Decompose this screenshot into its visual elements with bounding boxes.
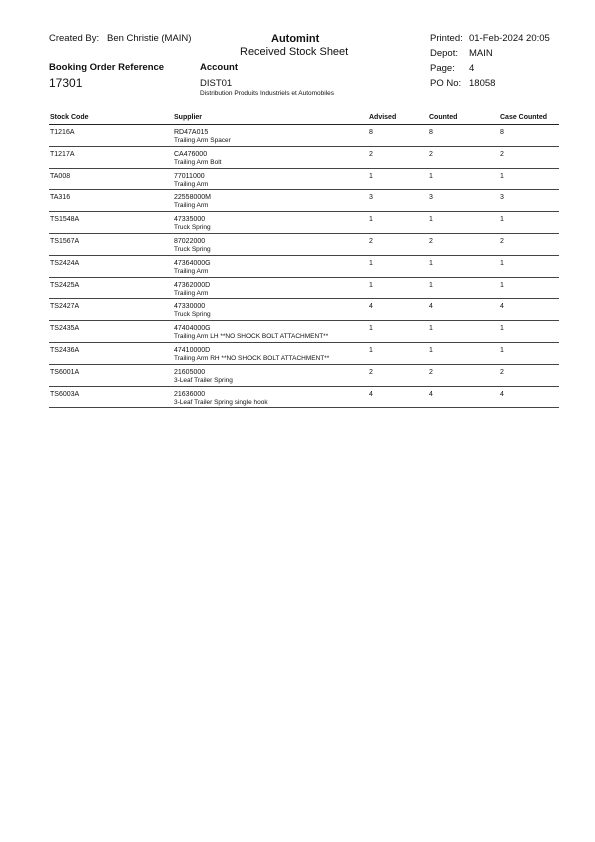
account-label: Account xyxy=(200,62,238,73)
counted-cell: 8 xyxy=(429,129,433,136)
item-description: Truck Spring xyxy=(174,224,211,232)
supplier-code-cell: 47362000D xyxy=(174,281,211,289)
advised-cell: 4 xyxy=(369,303,373,311)
table-header xyxy=(49,114,559,125)
counted-cell: 1 xyxy=(429,216,433,224)
table-row xyxy=(49,256,559,278)
item-description: Trailing Arm Spacer xyxy=(174,137,231,144)
case-counted-cell: 2 xyxy=(500,237,504,245)
item-description: Trailing Arm RH **NO SHOCK BOLT ATTACHMENT** xyxy=(174,354,330,362)
supplier-code-cell: 21605000 xyxy=(174,368,206,376)
item-description: Truck Spring xyxy=(174,311,211,319)
table-row xyxy=(49,169,559,191)
column-header-advised: Advised xyxy=(369,114,397,121)
booking-ref-label: Booking Order Reference xyxy=(49,62,165,73)
case-counted-cell: 8 xyxy=(500,129,504,136)
received-stock-table xyxy=(49,114,559,408)
table-row xyxy=(49,343,559,365)
column-header-supplier: Supplier xyxy=(174,114,203,121)
counted-cell: 1 xyxy=(429,281,433,289)
printed-label: Printed: xyxy=(430,33,463,44)
stock-code-cell: TS1567A xyxy=(50,237,80,245)
po-label: PO No: xyxy=(430,78,462,89)
stock-code-cell: T1217A xyxy=(50,150,75,158)
page-label: Page: xyxy=(430,63,455,74)
counted-cell: 2 xyxy=(429,150,433,158)
advised-cell: 1 xyxy=(369,281,373,289)
item-description: Trailing Arm xyxy=(174,267,209,275)
supplier-code-cell: RD47A015 xyxy=(174,129,209,136)
supplier-code-cell: 47364000G xyxy=(174,259,211,267)
advised-cell: 2 xyxy=(369,237,373,245)
account-code: DIST01 xyxy=(200,78,233,89)
advised-cell: 2 xyxy=(369,150,373,158)
table-row xyxy=(49,387,559,409)
supplier-code-cell: 47335000 xyxy=(174,216,206,224)
item-description: Trailing Arm xyxy=(174,202,209,210)
account-name: Distribution Produits Industriels et Automobiles xyxy=(200,90,335,97)
depot-label: Depot: xyxy=(430,48,458,59)
stock-code-cell: TS1548A xyxy=(50,216,80,224)
case-counted-cell: 2 xyxy=(500,150,504,158)
document-title: Received Stock Sheet xyxy=(240,46,349,58)
case-counted-cell: 4 xyxy=(500,390,504,398)
column-header-case-counted: Case Counted xyxy=(500,114,548,121)
supplier-code-cell: 77011000 xyxy=(174,172,205,180)
advised-cell: 1 xyxy=(369,346,373,354)
advised-cell: 1 xyxy=(369,259,373,267)
item-description: Trailing Arm Bolt xyxy=(174,158,222,166)
item-description: Trailing Arm LH **NO SHOCK BOLT ATTACHMENT** xyxy=(174,333,329,341)
advised-cell: 4 xyxy=(369,390,373,398)
depot-value: MAIN xyxy=(469,48,493,59)
case-counted-cell: 1 xyxy=(500,346,504,354)
table-row xyxy=(49,365,559,387)
item-description: Trailing Arm xyxy=(174,180,209,188)
case-counted-cell: 1 xyxy=(500,259,504,267)
item-description: 3-Leaf Trailer Spring xyxy=(174,376,233,384)
counted-cell: 1 xyxy=(429,325,433,333)
advised-cell: 1 xyxy=(369,216,373,224)
stock-code-cell: TS2436A xyxy=(50,346,80,354)
page-number: 4 xyxy=(469,63,475,74)
counted-cell: 2 xyxy=(429,368,433,376)
supplier-code-cell: 21636000 xyxy=(174,390,206,398)
stock-code-cell: TS6003A xyxy=(50,390,80,398)
advised-cell: 3 xyxy=(369,194,373,202)
case-counted-cell: 1 xyxy=(500,325,504,333)
case-counted-cell: 1 xyxy=(500,216,504,224)
counted-cell: 3 xyxy=(429,194,433,202)
column-header-stock-code: Stock Code xyxy=(50,114,89,121)
item-description: 3-Leaf Trailer Spring single hook xyxy=(174,398,268,406)
printed-value: 01-Feb-2024 20:05 xyxy=(469,33,550,44)
column-header-counted: Counted xyxy=(429,114,458,121)
case-counted-cell: 1 xyxy=(500,281,504,289)
supplier-code-cell: 22558000M xyxy=(174,194,211,202)
case-counted-cell: 3 xyxy=(500,194,504,202)
supplier-code-cell: 47410000D xyxy=(174,346,211,354)
counted-cell: 1 xyxy=(429,346,433,354)
counted-cell: 4 xyxy=(429,303,433,311)
stock-code-cell: TA008 xyxy=(50,172,71,180)
table-row xyxy=(49,299,559,321)
table-row xyxy=(49,212,559,234)
stock-code-cell: TS2425A xyxy=(50,281,80,289)
table-row xyxy=(49,190,559,212)
case-counted-cell: 1 xyxy=(500,172,504,180)
po-number: 18058 xyxy=(469,78,496,89)
table-row xyxy=(49,234,559,256)
table-row xyxy=(49,125,559,147)
stock-code-cell: T1216A xyxy=(50,129,75,136)
booking-ref-value: 17301 xyxy=(49,76,83,90)
company-name: Automint xyxy=(271,33,320,45)
advised-cell: 2 xyxy=(369,368,373,376)
table-body xyxy=(49,125,559,408)
supplier-code-cell: CA476000 xyxy=(174,150,208,158)
stock-code-cell: TS2424A xyxy=(50,259,80,267)
advised-cell: 1 xyxy=(369,325,373,333)
table-row xyxy=(49,321,559,343)
case-counted-cell: 4 xyxy=(500,303,504,311)
stock-code-cell: TS6001A xyxy=(50,368,80,376)
supplier-code-cell: 47404000G xyxy=(174,325,211,333)
stock-code-cell: TS2427A xyxy=(50,303,80,311)
item-description: Trailing Arm xyxy=(174,289,209,297)
counted-cell: 1 xyxy=(429,172,433,180)
supplier-code-cell: 47330000 xyxy=(174,303,206,311)
created-by-label: Created By: xyxy=(49,33,100,44)
counted-cell: 1 xyxy=(429,259,433,267)
advised-cell: 8 xyxy=(369,129,373,136)
stock-code-cell: TS2435A xyxy=(50,325,80,333)
table-row xyxy=(49,278,559,300)
counted-cell: 2 xyxy=(429,237,433,245)
counted-cell: 4 xyxy=(429,390,433,398)
item-description: Truck Spring xyxy=(174,245,211,253)
supplier-code-cell: 87022000 xyxy=(174,237,206,245)
stock-code-cell: TA316 xyxy=(50,194,71,202)
advised-cell: 1 xyxy=(369,172,373,180)
table-row xyxy=(49,147,559,169)
case-counted-cell: 2 xyxy=(500,368,504,376)
created-by-value: Ben Christie (MAIN) xyxy=(107,33,192,44)
